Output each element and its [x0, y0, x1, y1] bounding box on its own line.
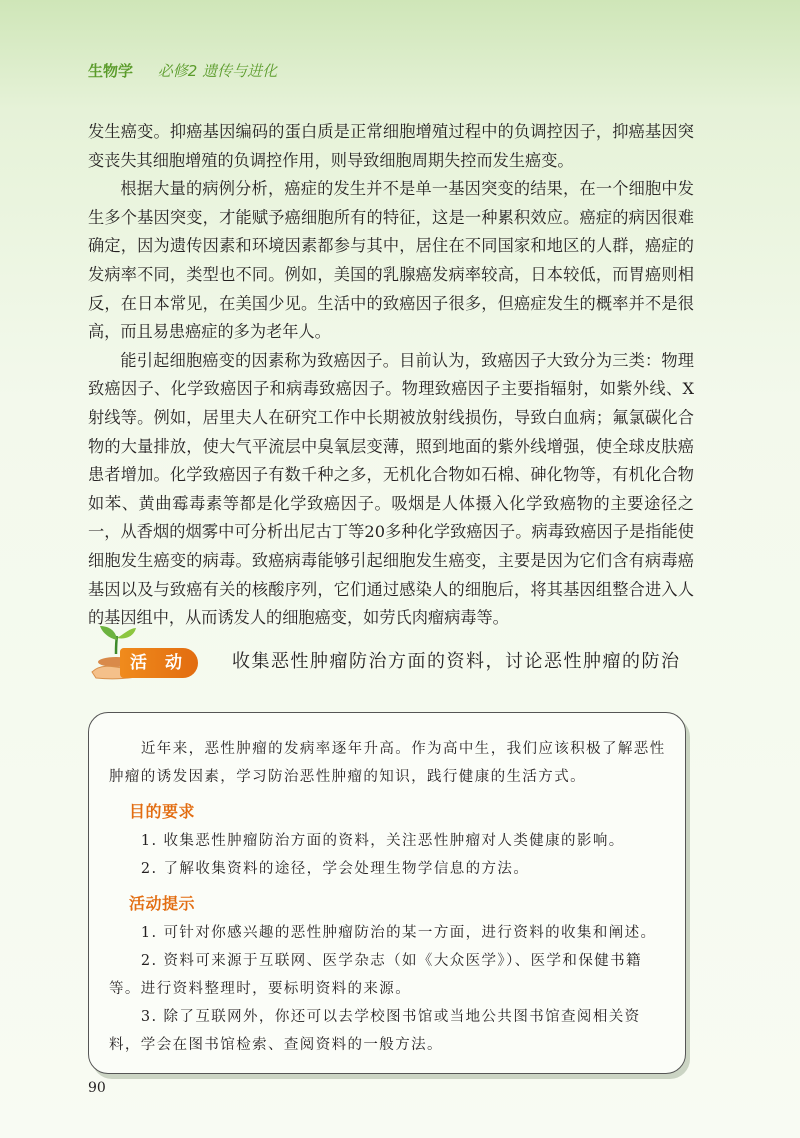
tips-heading: 活动提示 — [129, 894, 196, 913]
book-subtitle: 必修2 遗传与进化 — [157, 62, 278, 80]
tip-item: 3. 除了互联网外，你还可以去学校图书馆或当地公共图书馆查阅相关资料，学会在图书馆检索、查阅资料的一般方法。 — [109, 1009, 641, 1053]
paragraph: 根据大量的病例分析，癌症的发生并不是单一基因突变的结果，在一个细胞中发生多个基因突变，才能赋予癌细胞所有的特征，这是一种累积效应。癌症的病因很难确定，因为遗传因素和环境因素都参与其中，居住在不同国家和地区的人群，癌症的发病率不同，类型也不同。例如，美国的乳腺癌发病率较高，日本较低，而胃癌则相反，在日本常见，在美国少见。生活中的致癌因子很多，但癌症发生的概率并不是很高，而且易患癌症的多为老年人。 — [88, 179, 694, 342]
tip-item: 1. 可针对你感兴趣的恶性肿瘤防治的某一方面，进行资料的收集和阐述。 — [140, 925, 657, 941]
main-text — [88, 118, 694, 633]
goals-heading: 目的要求 — [129, 802, 196, 821]
activity-intro: 近年来，恶性肿瘤的发病率逐年升高。作为高中生，我们应该积极了解恶性肿瘤的诱发因素，学习防治恶性肿瘤的知识，践行健康的生活方式。 — [109, 741, 666, 785]
paragraph: 发生癌变。抑癌基因编码的蛋白质是正常细胞增殖过程中的负调控因子，抑癌基因突变丧失其细胞增殖的负调控作用，则导致细胞周期失控而发生癌变。 — [88, 122, 694, 170]
book-title: 生物学 — [88, 62, 134, 80]
running-header — [88, 60, 277, 81]
tip-item: 2. 资料可来源于互联网、医学杂志（如《大众医学》）、医学和保健书籍等。进行资料整理时，要标明资料的来源。 — [109, 953, 642, 997]
activity-label: 活 动 — [120, 648, 198, 678]
activity-title: 收集恶性肿瘤防治方面的资料，讨论恶性肿瘤的防治 — [232, 651, 681, 672]
page-number: 90 — [88, 1080, 106, 1096]
goal-item: 1. 收集恶性肿瘤防治方面的资料，关注恶性肿瘤对人类健康的影响。 — [140, 833, 625, 849]
goal-item: 2. 了解收集资料的途径，学会处理生物学信息的方法。 — [140, 861, 530, 877]
activity-content — [109, 735, 671, 1059]
activity-box — [88, 712, 686, 1074]
paragraph: 能引起细胞癌变的因素称为致癌因子。目前认为，致癌因子大致分为三类：物理致癌因子、化学致癌因子和病毒致癌因子。物理致癌因子主要指辐射，如紫外线、X射线等。例如，居里夫人在研究工作中长期被放射线损伤，导致白血病；氟氯碳化合物的大量排放，使大气平流层中臭氧层变薄，照到地面的紫外线增强，使全球皮肤癌患者增加。化学致癌因子有数千种之多，无机化合物如石棉、砷化物等，有机化合物如苯、黄曲霉毒素等都是化学致癌因子。吸烟是人体摄入化学致癌物的主要途径之一，从香烟的烟雾中可分析出尼古丁等20多种化学致癌因子。病毒致癌因子是指能使细胞发生癌变的病毒。致癌病毒能够引起细胞发生癌变，主要是因为它们含有病毒癌基因以及与致癌有关的核酸序列，它们通过感染人的细胞后，将其基因组整合进入人的基因组中，从而诱发人的细胞癌变，如劳氏肉瘤病毒等。 — [88, 350, 694, 628]
